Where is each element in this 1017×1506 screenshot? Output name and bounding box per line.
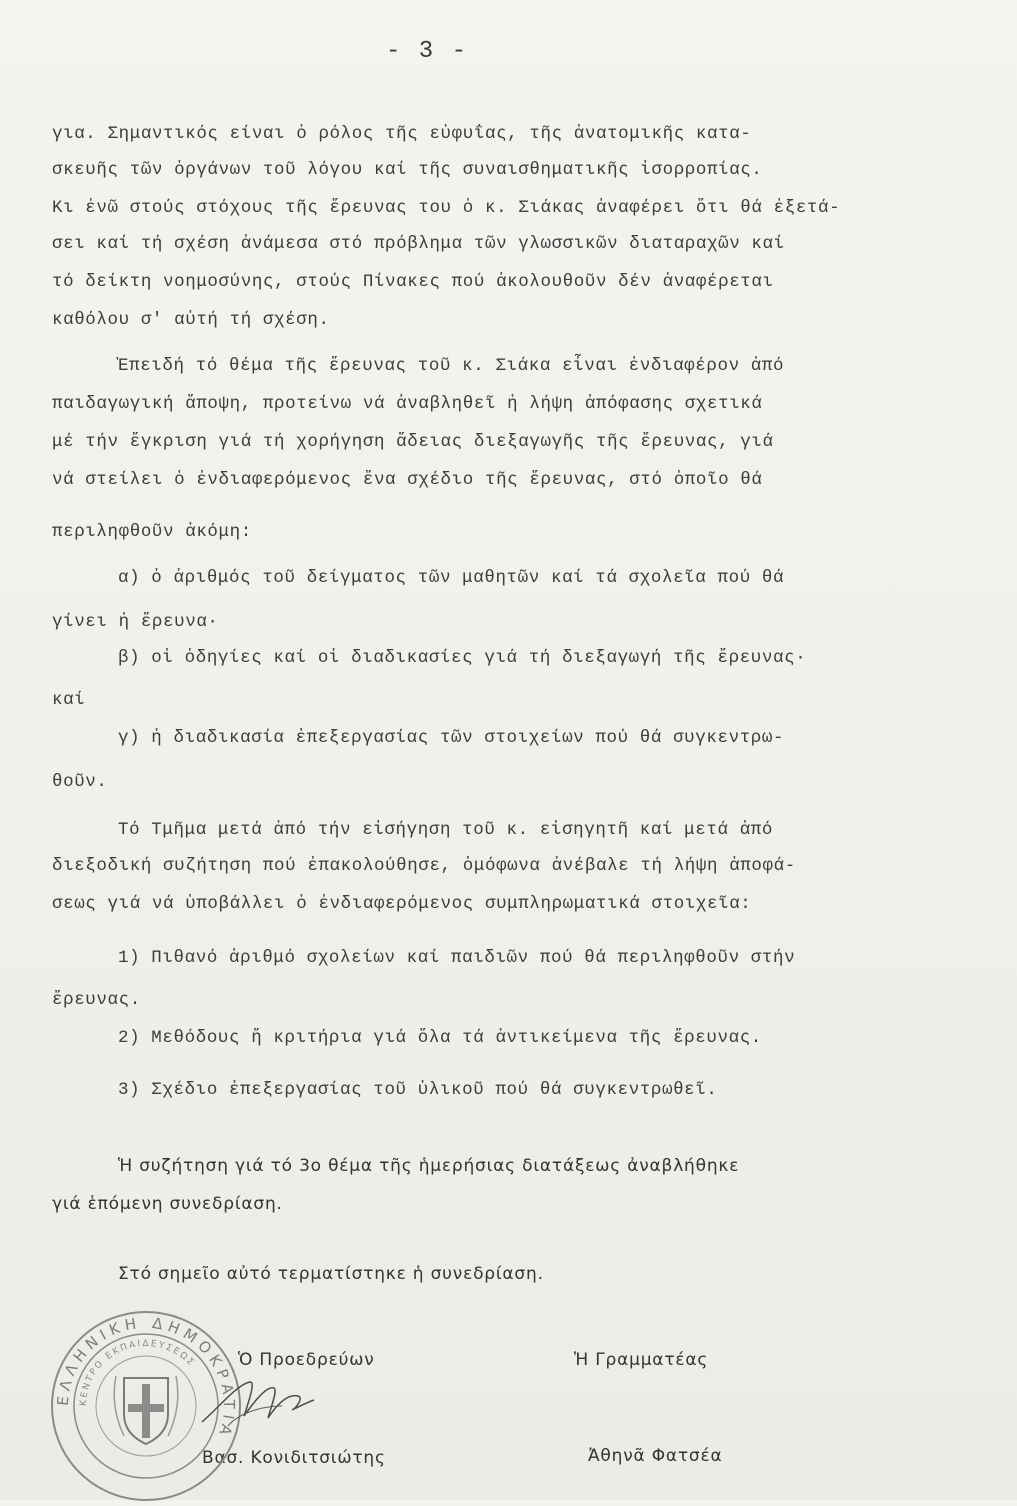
text-line: διεξοδική συζήτηση πού ἐπακολούθησε, ὁμόφωνα ἀνέβαλε τή λήψη ἀποφά- — [52, 856, 796, 876]
seal-outer-text: ΕΛΛΗΝΙΚΗ ΔΗΜΟΚΡΑΤΙΑ — [53, 1313, 239, 1443]
text-line: Ἐπειδή τό θέμα τῆς ἔρευνας τοῦ κ. Σιάκα εἶναι ἐνδιαφέρον ἀπό — [118, 356, 785, 376]
text-line: καθόλου σ' αὐτή τή σχέση. — [52, 310, 330, 330]
list-item: α) ὁ ἀριθμός τοῦ δείγματος τῶν μαθητῶν καί τά σχολεῖα πού θά — [118, 568, 785, 588]
seal-inner-text: ΚΕΝΤΡΟ ΕΚΠΑΙΔΕΥΣΕΩΣ — [78, 1338, 197, 1407]
signatory-right-name: Ἀθηνᾶ Φατσέα — [588, 1446, 723, 1466]
list-item: 3) Σχέδιο ἐπεξεργασίας τοῦ ὑλικοῦ πού θά συγκεντρωθεῖ. — [118, 1080, 718, 1100]
text-line: καί — [52, 690, 86, 710]
signatory-right-role: Ἡ Γραμματέας — [574, 1350, 709, 1370]
list-item: 2) Μεθόδους ἤ κριτήρια γιά ὅλα τά ἀντικείμενα τῆς ἔρευνας. — [118, 1028, 762, 1048]
text-line: μέ τήν ἔγκριση γιά τή χορήγηση ἄδειας διεξαγωγῆς τῆς ἔρευνας, γιά — [52, 432, 774, 452]
text-line: παιδαγωγική ἄποψη, προτείνω νά ἀναβληθεῖ ἡ λήψη ἀπόφασης σχετικά — [52, 394, 763, 414]
list-item: 1) Πιθανό ἀριθμό σχολείων καί παιδιῶν πού θά περιληφθοῦν στήν — [118, 948, 796, 968]
text-line: σεως γιά νά ὑποβάλλει ὁ ἐνδιαφερόμενος συμπληρωματικά στοιχεῖα: — [52, 894, 752, 914]
text-line: Τό Τμῆμα μετά ἀπό τήν εἰσήγηση τοῦ κ. εἰσηγητῆ καί μετά ἀπό — [118, 820, 774, 840]
signature-scribble — [198, 1376, 316, 1428]
text-line: θοῦν. — [52, 772, 108, 792]
text-line: τό δείκτη νοημοσύνης, στούς Πίνακες πού ἀκολουθοῦν δέν ἀναφέρεται — [52, 272, 774, 292]
text-line: Στό σημεῖο αὐτό τερματίστηκε ἡ συνεδρίαση. — [118, 1264, 544, 1284]
text-line: Ἡ συζήτηση γιά τό 3ο θέμα τῆς ἡμερήσιας διατάξεως ἀναβλήθηκε — [118, 1156, 740, 1176]
list-item: γ) ἡ διαδικασία ἐπεξεργασίας τῶν στοιχείων πού θά συγκεντρω- — [118, 728, 785, 748]
text-line: περιληφθοῦν ἀκόμη: — [52, 522, 252, 542]
list-item: β) οἱ ὁδηγίες καί οἱ διαδικασίες γιά τή διεξαγωγή τῆς ἔρευνας· — [118, 648, 807, 668]
text-line: γιά ἑπόμενη συνεδρίαση. — [52, 1194, 283, 1214]
text-line: Κι ἐνῶ στούς στόχους τῆς ἔρευνας του ὁ κ. Σιάκας ἀναφέρει ὅτι θά ἐξετά- — [52, 198, 841, 218]
page-number: - 3 - — [386, 38, 469, 65]
text-line: ἔρευνας. — [52, 990, 141, 1010]
text-line: γίνει ἡ ἔρευνα· — [52, 612, 219, 632]
text-line: νά στείλει ὁ ἐνδιαφερόμενος ἕνα σχέδιο τῆς ἔρευνας, στό ὁποῖο θά — [52, 470, 763, 490]
text-line: σκευῆς τῶν ὀργάνων τοῦ λόγου καί τῆς συναισθηματικῆς ἰσορροπίας. — [52, 160, 763, 180]
text-line: για. Σημαντικός είναι ὁ ρόλος τῆς εὐφυΐας, τῆς ἀνατομικῆς κατα- — [52, 124, 752, 144]
coat-of-arms-icon — [114, 1376, 178, 1444]
signatory-left-role: Ὁ Προεδρεύων — [238, 1350, 375, 1370]
signatory-left-name: Βασ. Κονιδιτσιώτης — [202, 1448, 386, 1468]
text-line: σει καί τή σχέση ἀνάμεσα στό πρόβλημα τῶν γλωσσικῶν διαταραχῶν καί — [52, 234, 785, 254]
